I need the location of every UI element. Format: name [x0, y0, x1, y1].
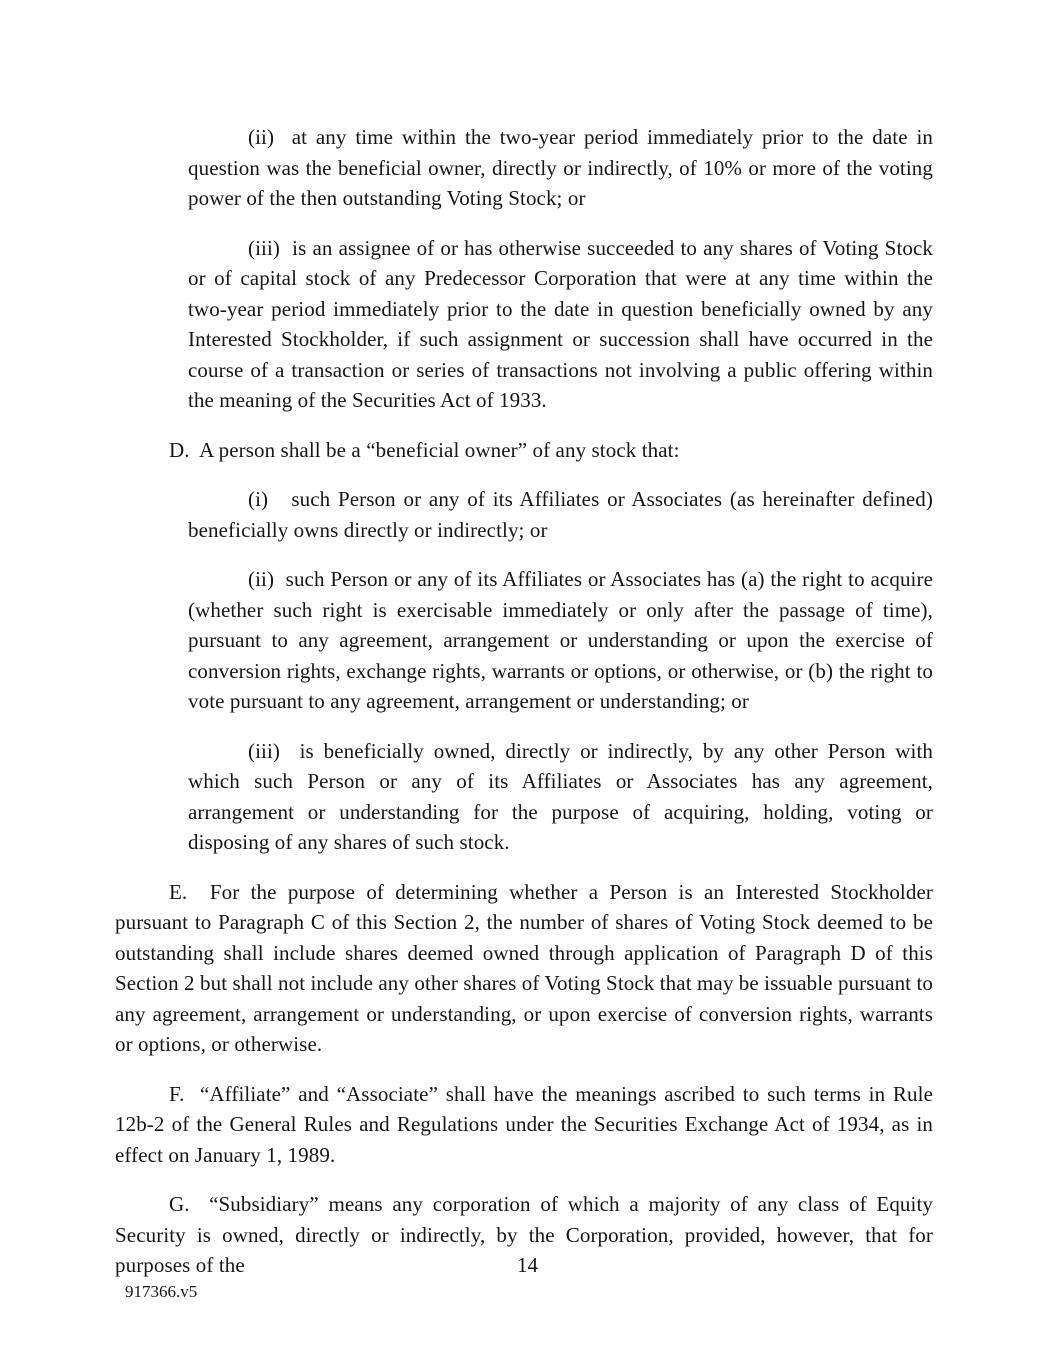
- paragraph-f: F. “Affiliate” and “Associate” shall have the meanings ascribed to such terms in Rule 12b-2 of the General Rules and Regulations under the Securities Exchange Act of 1934, as in effect on January 1, 1989.: [115, 1081, 933, 1167]
- paragraph-d: D. A person shall be a “beneficial owner” of any stock that:: [169, 437, 680, 462]
- paragraph-e: E. For the purpose of determining whether a Person is an Interested Stockholder pursuant to Paragraph C of this Section 2, the number of shares of Voting Stock deemed to be outstanding shall include shares deemed owned through application of Paragraph D of this Section 2 but shall not include any other shares of Voting Stock that may be issuable pursuant to any agreement, arrangement or understanding, or upon exercise of conversion rights, warrants or options, or otherwise.: [115, 879, 933, 1056]
- paragraph-iii: (iii) is an assignee of or has otherwise succeeded to any shares of Voting Stock or of capital stock of any Predecessor Corporation that were at any time within the two-year period immediately prior to the date in question beneficially owned by any Interested Stockholder, if such assignment or succession shall have occurred in the course of a transaction or series of transactions not involving a public offering within the meaning of the Securities Act of 1933.: [188, 235, 933, 412]
- page-number: 14: [517, 1253, 538, 1277]
- footer-doc-id: 917366.v5: [125, 1282, 198, 1301]
- paragraph-ii: (ii) at any time within the two-year period immediately prior to the date in question was the beneficial owner, directly or indirectly, of 10% or more of the voting power of the then outstanding Voting Stock; or: [188, 125, 933, 210]
- document-body: [115, 122, 933, 1300]
- paragraph-g: G. “Subsidiary” means any corporation of which a majority of any class of Equity Security is owned, directly or indirectly, by the Corporation, provided, however, that for purposes of the: [115, 1192, 933, 1277]
- paragraph-d-iii: (iii) is beneficially owned, directly or indirectly, by any other Person with which such Person or any of its Affiliates or Associates has any agreement, arrangement or understanding for the purpose of acquiring, holding, voting or disposing of any shares of such stock.: [188, 738, 933, 854]
- paragraph-d-ii: (ii) such Person or any of its Affiliates or Associates has (a) the right to acquire (whether such right is exercisable immediately or only after the passage of time), pursuant to any agreement, arrangement or understanding or upon the exercise of conversion rights, exchange rights, warrants or options, or otherwise, or (b) the right to vote pursuant to any agreement, arrangement or understanding; or: [188, 567, 933, 713]
- paragraph-d-i: (i) such Person or any of its Affiliates or Associates (as hereinafter defined) beneficially owns directly or indirectly; or: [188, 487, 933, 542]
